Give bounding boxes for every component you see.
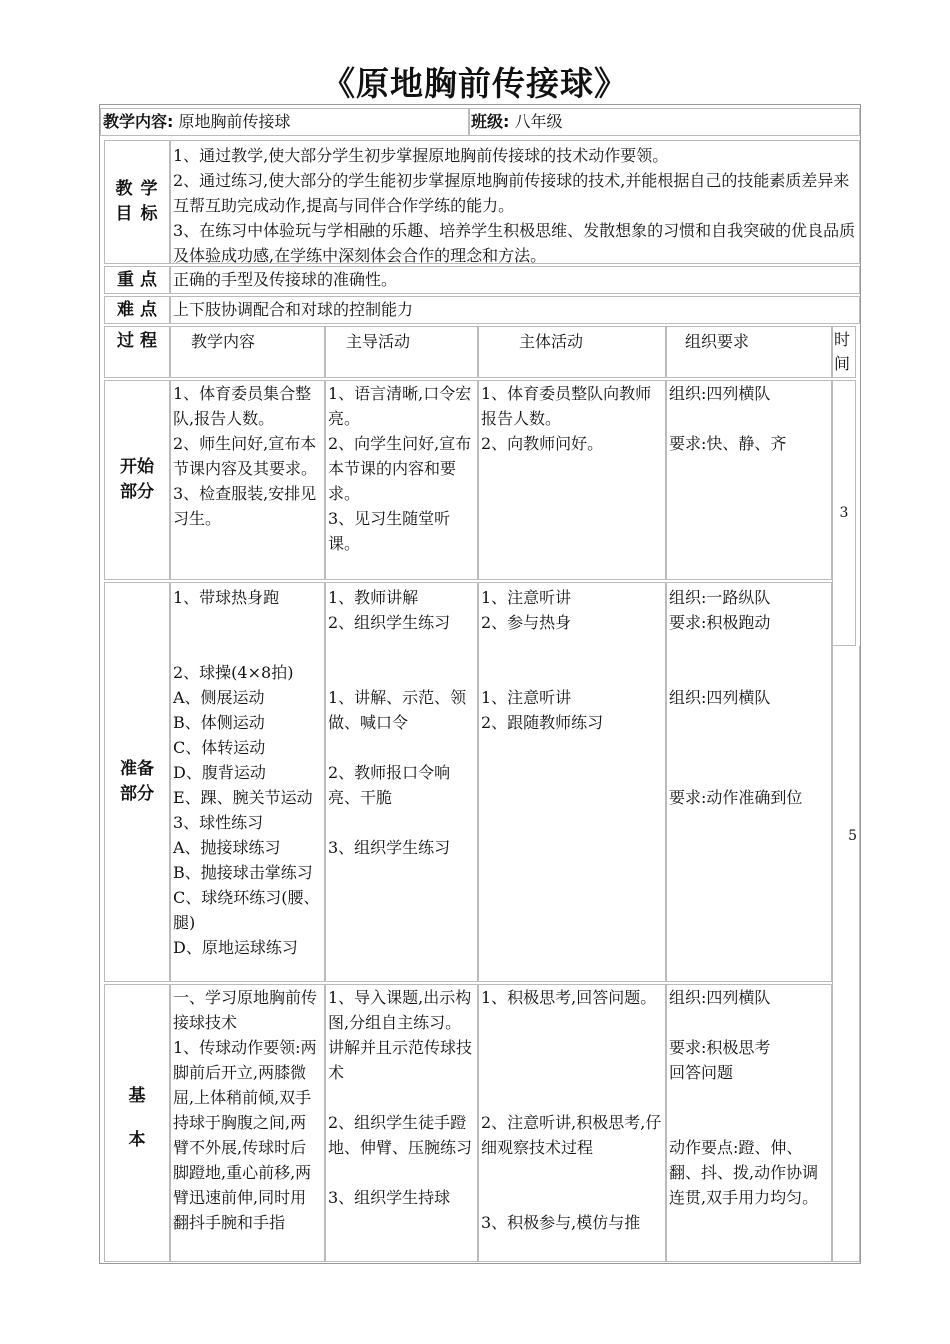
basic-section-label: 基 本 [104,984,170,1262]
class-label: 班级: [471,112,510,131]
basic-org: 组织:四列横队 要求:积极思考 回答问题 动作要点:蹬、伸、翻、抖、拨,动作协调连贯,双手用力均匀。 [666,984,832,1262]
prep-student: 1、注意听讲 2、参与热身 1、注意听讲 2、跟随教师练习 [478,582,666,982]
column-lead: 主导活动 [325,326,478,378]
column-process: 过 程 [104,326,170,378]
objectives-label: 教 学 目 标 [104,140,170,264]
column-student: 主体活动 [478,326,666,378]
class-value: 八年级 [514,112,563,131]
page-title: 《原地胸前传接球》 [322,64,628,103]
basic-content: 一、学习原地胸前传接球技术 1、传球动作要领:两脚前后开立,两膝微屈,上体稍前倾,双手持球于胸腹之间,两臂不外展,传球时后脚蹬地,重心前移,两臂迅速前伸,同时用翻抖手腕和手指 [170,984,325,1262]
start-content: 1、体育委员集合整队,报告人数。 2、师生问好,宣布本节课内容及其要求。 3、检查服装,安排见习生。 [170,380,325,580]
prep-org: 组织:一路纵队 要求:积极跑动 组织:四列横队 要求:动作准确到位 [666,582,832,982]
column-time: 时间 [832,326,856,378]
column-org: 组织要求 [666,326,832,378]
content-label: 教学内容: [103,112,174,131]
start-student: 1、体育委员整队向教师报告人数。 2、向教师问好。 [478,380,666,580]
difficulty-text: 上下肢协调配合和对球的控制能力 [170,296,860,324]
prep-content: 1、带球热身跑 2、球操(4×8拍) A、侧展运动 B、体侧运动 C、体转运动 D、腹背运动 E、踝、腕关节运动 3、球性练习 A、抛接球练习 B、抛接球击掌练习 C、球绕环练习(腰、腿) D、原地运球练习 [170,582,325,982]
prep-section-label: 准备 部分 [104,582,170,982]
prep-lead: 1、教师讲解 2、组织学生练习 1、讲解、示范、领做、喊口令 2、教师报口令响亮、干脆 3、组织学生练习 [325,582,478,982]
start-lead: 1、语言清晰,口令宏亮。 2、向学生问好,宣布本节课的内容和要求。 3、见习生随堂听课。 [325,380,478,580]
objectives-text: 1、通过教学,使大部分学生初步掌握原地胸前传接球的技术动作要领。 2、通过练习,使大部分的学生能初步掌握原地胸前传接球的技术,并能根据自己的技能素质差异来互帮互助完成动作,提高与同伴合作学练的能力。 3、在练习中体验玩与学相融的乐趣、培养学生积极思维、发散想象的习惯和自我突破的优良品质及体验成功感,在学练中深刻体会合作的理念和方法。 [170,140,860,264]
header-content-cell [100,108,470,136]
start-section-label: 开始 部分 [104,380,170,580]
start-time: 3 [832,380,856,646]
basic-lead: 1、导入课题,出示构图,分组自主练习。 讲解并且示范传球技术 2、组织学生徒手蹬地、伸臂、压腕练习 3、组织学生持球 [325,984,478,1262]
content-value: 原地胸前传接球 [178,112,291,131]
prep-time: 5 [832,646,860,1262]
basic-student: 1、积极思考,回答问题。 2、注意听讲,积极思考,仔细观察技术过程 3、积极参与,模仿与推 [478,984,666,1262]
column-content: 教学内容 [170,326,325,378]
key-point-label: 重 点 [104,266,170,294]
key-point-text: 正确的手型及传接球的准确性。 [170,266,860,294]
start-org: 组织:四列横队 要求:快、静、齐 [666,380,832,580]
header-class-cell [468,108,860,136]
difficulty-label: 难 点 [104,296,170,324]
